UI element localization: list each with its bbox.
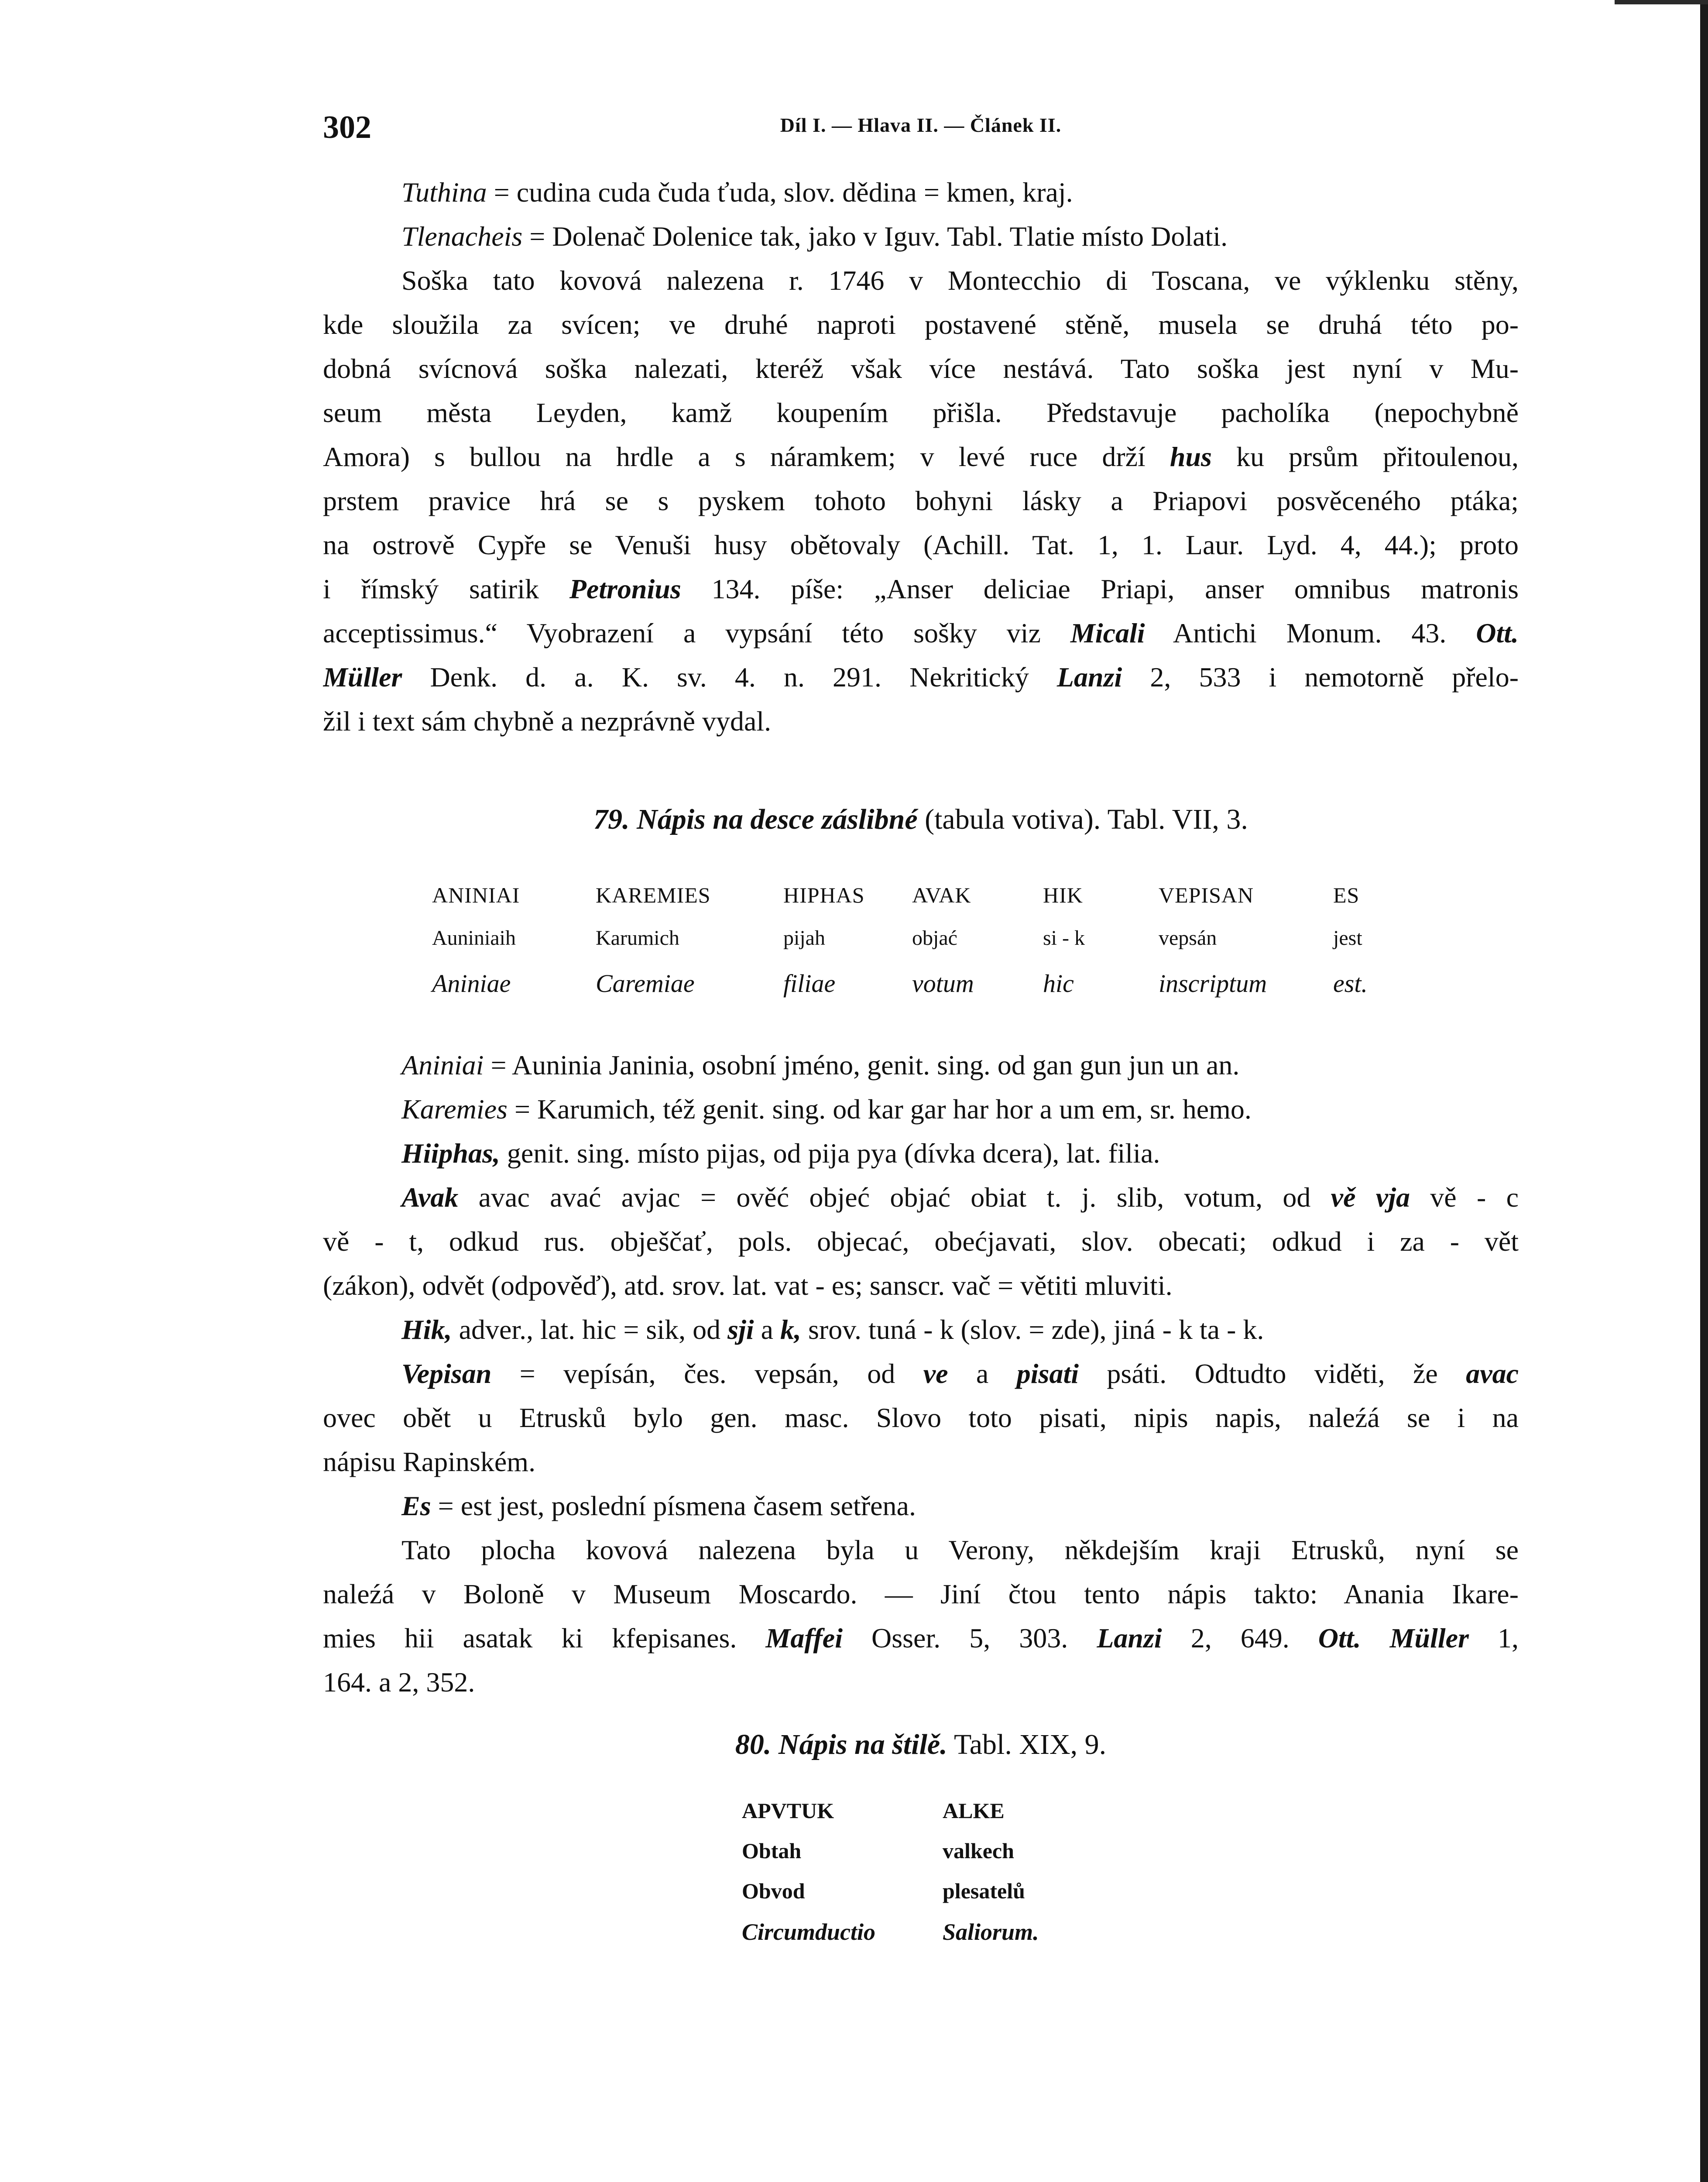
paragraph-line: nápisu Rapinském.	[323, 1446, 536, 1477]
ref-ott: Ott.	[1476, 618, 1519, 648]
etruscan-word: HIPHAS	[783, 883, 865, 907]
paragraph-line: vě - t, odkud rus. obješčať, pols. objecać, obećjavati, slov. obecati; odkud i za - vět	[323, 1226, 1519, 1257]
etruscan-word: APVTUK	[742, 1798, 834, 1823]
term-tlenacheis: Tlenacheis	[401, 221, 523, 252]
gloss-avak: Avak avac avać avjac = ověć objeć objać obiat t. j. slib, votum, od vě vja vě - c	[401, 1182, 1519, 1213]
gloss-aniniai: Aniniai = Auninia Janinia, osobní jméno, genit. sing. od gan gun jun un an.	[401, 1050, 1240, 1081]
term-es: Es	[401, 1490, 431, 1521]
page-number: 302	[323, 110, 371, 145]
gloss-karemies: Karemies = Karumich, též genit. sing. od kar gar har hor a um em, sr. hemo.	[401, 1094, 1252, 1125]
inscription-table-79	[432, 877, 1436, 1008]
running-title: Díl I. — Hlava II. — Článek II.	[780, 114, 1062, 136]
paragraph-line: na ostrově Cypře se Venuši husy obětovaly (Achill. Tat. 1, 1. Laur. Lyd. 4, 44.); proto	[323, 529, 1519, 560]
paragraph-line: i římský satirik Petronius 134. píše: „Anser deliciae Priapi, anser omnibus matronis	[323, 573, 1519, 604]
latin-word: votum	[912, 969, 974, 998]
paragraph-line: acceptissimus.“ Vyobrazení a vypsání této sošky viz Micali Antichi Monum. 43. Ott.	[323, 618, 1519, 648]
ref-lanzi: Lanzi	[1056, 662, 1122, 693]
paragraph-line: kde sloužila za svícen; ve druhé naproti postavené stěně, musela se druhá této po-	[323, 309, 1519, 340]
paragraph-line: Müller Denk. d. a. K. sv. 4. n. 291. Nekritický Lanzi 2, 533 i nemotorně přelo-	[323, 662, 1519, 693]
scan-edge-right	[1700, 0, 1708, 2182]
paragraph-line: ovec obět u Etrusků bylo gen. masc. Slovo toto pisati, nipis napis, naleźá se i na	[323, 1402, 1519, 1433]
term-hik: Hik,	[401, 1314, 452, 1345]
ref-ott-muller: Ott. Müller	[1318, 1623, 1469, 1654]
czech-word: objać	[912, 926, 957, 950]
paragraph-line: Soška tato kovová nalezena r. 1746 v Montecchio di Toscana, ve výklenku stěny,	[401, 265, 1519, 296]
czech-word: Auniniaih	[432, 926, 516, 950]
etruscan-word: VEPISAN	[1159, 883, 1254, 907]
etruscan-word: HIK	[1043, 883, 1083, 907]
scan-edge-top	[1615, 0, 1708, 4]
latin-word: Circumductio	[742, 1919, 876, 1945]
czech-word: pijah	[783, 926, 825, 950]
paragraph-line: naleźá v Boloně v Museum Moscardo. — Jiní čtou tento nápis takto: Anania Ikare-	[323, 1578, 1519, 1609]
latin-word: filiae	[783, 969, 836, 998]
section-80-title: Nápis na štilě.	[778, 1729, 947, 1760]
paragraph-line: seum města Leyden, kamž koupením přišla. Představuje pacholíka (nepochybně	[323, 397, 1519, 428]
paragraph-line: prstem pravice hrá se s pyskem tohoto bohyni lásky a Priapovi posvěceného ptáka;	[323, 485, 1519, 516]
inscription-table-80	[742, 1798, 1135, 1973]
gloss-vepisan: Vepisan = vepísán, čes. vepsán, od ve a pisati psáti. Odtudto viděti, že avac	[401, 1358, 1519, 1389]
etruscan-word: ANINIAI	[432, 883, 520, 907]
czech-word: Obvod	[742, 1879, 805, 1903]
ref-lanzi: Lanzi	[1097, 1623, 1162, 1654]
paragraph-line: Amora) s bullou na hrdle a s náramkem; v levé ruce drží hus ku prsům přitoulenou,	[323, 441, 1519, 472]
paragraph-line: Tato plocha kovová nalezena byla u Verony, někdejším kraji Etrusků, nyní se	[401, 1534, 1519, 1565]
ref-maffei: Maffei	[765, 1623, 843, 1654]
paragraph-line: mies hii asatak ki kfepisanes. Maffei Osser. 5, 303. Lanzi 2, 649. Ott. Müller 1,	[323, 1623, 1519, 1654]
section-80-heading: 80. Nápis na štilě. Tabl. XIX, 9.	[735, 1729, 1107, 1760]
etruscan-word: KAREMIES	[596, 883, 711, 907]
paragraph-line: dobná svícnová soška nalezati, kteréž však více nestává. Tato soška jest nyní v Mu-	[323, 353, 1519, 384]
term-aniniai: Aniniai	[401, 1050, 484, 1081]
etruscan-word: ES	[1333, 883, 1360, 907]
gloss-tuthina: Tuthina = cudina cuda čuda ťuda, slov. dědina = kmen, kraj.	[401, 177, 1073, 208]
etruscan-word: ALKE	[943, 1798, 1005, 1823]
latin-word: est.	[1333, 969, 1368, 998]
czech-word: plesatelů	[943, 1879, 1025, 1903]
paragraph-line: 164. a 2, 352.	[323, 1667, 475, 1698]
latin-word: inscriptum	[1159, 969, 1267, 998]
running-header	[323, 109, 1519, 148]
section-79-heading: 79. Nápis na desce záslibné (tabula votiva). Tabl. VII, 3.	[593, 803, 1248, 835]
term-tuthina: Tuthina	[401, 177, 487, 208]
paragraph-line: žil i text sám chybně a nezprávně vydal.	[323, 706, 772, 737]
czech-word: si - k	[1043, 926, 1085, 950]
term-hiiphas: Hiiphas,	[401, 1138, 500, 1169]
latin-word: hic	[1043, 969, 1074, 998]
etruscan-word: AVAK	[912, 883, 971, 907]
latin-word: Caremiae	[596, 969, 695, 998]
paragraph-line: (zákon), odvět (odpověď), atd. srov. lat. vat - es; sanscr. vač = větiti mluviti.	[323, 1270, 1173, 1301]
gloss-hik: Hik, adver., lat. hic = sik, od sji a k, srov. tuná - k (slov. = zde), jiná - k ta - k.	[401, 1314, 1264, 1345]
term-karemies: Karemies	[401, 1094, 508, 1125]
ref-muller: Müller	[323, 662, 402, 693]
czech-word: vepsán	[1159, 926, 1217, 950]
term-vepisan: Vepisan	[401, 1358, 492, 1389]
latin-word: Aniniae	[432, 969, 511, 998]
gloss-block-79	[323, 1043, 1519, 1704]
gloss-tlenacheis: Tlenacheis = Dolenač Dolenice tak, jako v Iguv. Tabl. Tlatie místo Dolati.	[401, 221, 1228, 252]
intro-block	[323, 170, 1519, 743]
term-avak: Avak	[401, 1182, 459, 1213]
czech-word: valkech	[943, 1839, 1014, 1863]
section-79-title: Nápis na desce záslibné	[637, 803, 918, 835]
latin-word: Saliorum.	[943, 1919, 1039, 1945]
czech-word: Obtah	[742, 1839, 802, 1863]
gloss-es: Es = est jest, poslední písmena časem setřena.	[401, 1490, 916, 1521]
czech-word: Karumich	[596, 926, 679, 950]
czech-word: jest	[1333, 926, 1362, 950]
ref-petronius: Petronius	[569, 573, 681, 604]
term-hus: hus	[1170, 441, 1212, 472]
gloss-hiiphas: Hiiphas, genit. sing. místo pijas, od pija pya (dívka dcera), lat. filia.	[401, 1138, 1160, 1169]
ref-micali: Micali	[1070, 618, 1145, 648]
